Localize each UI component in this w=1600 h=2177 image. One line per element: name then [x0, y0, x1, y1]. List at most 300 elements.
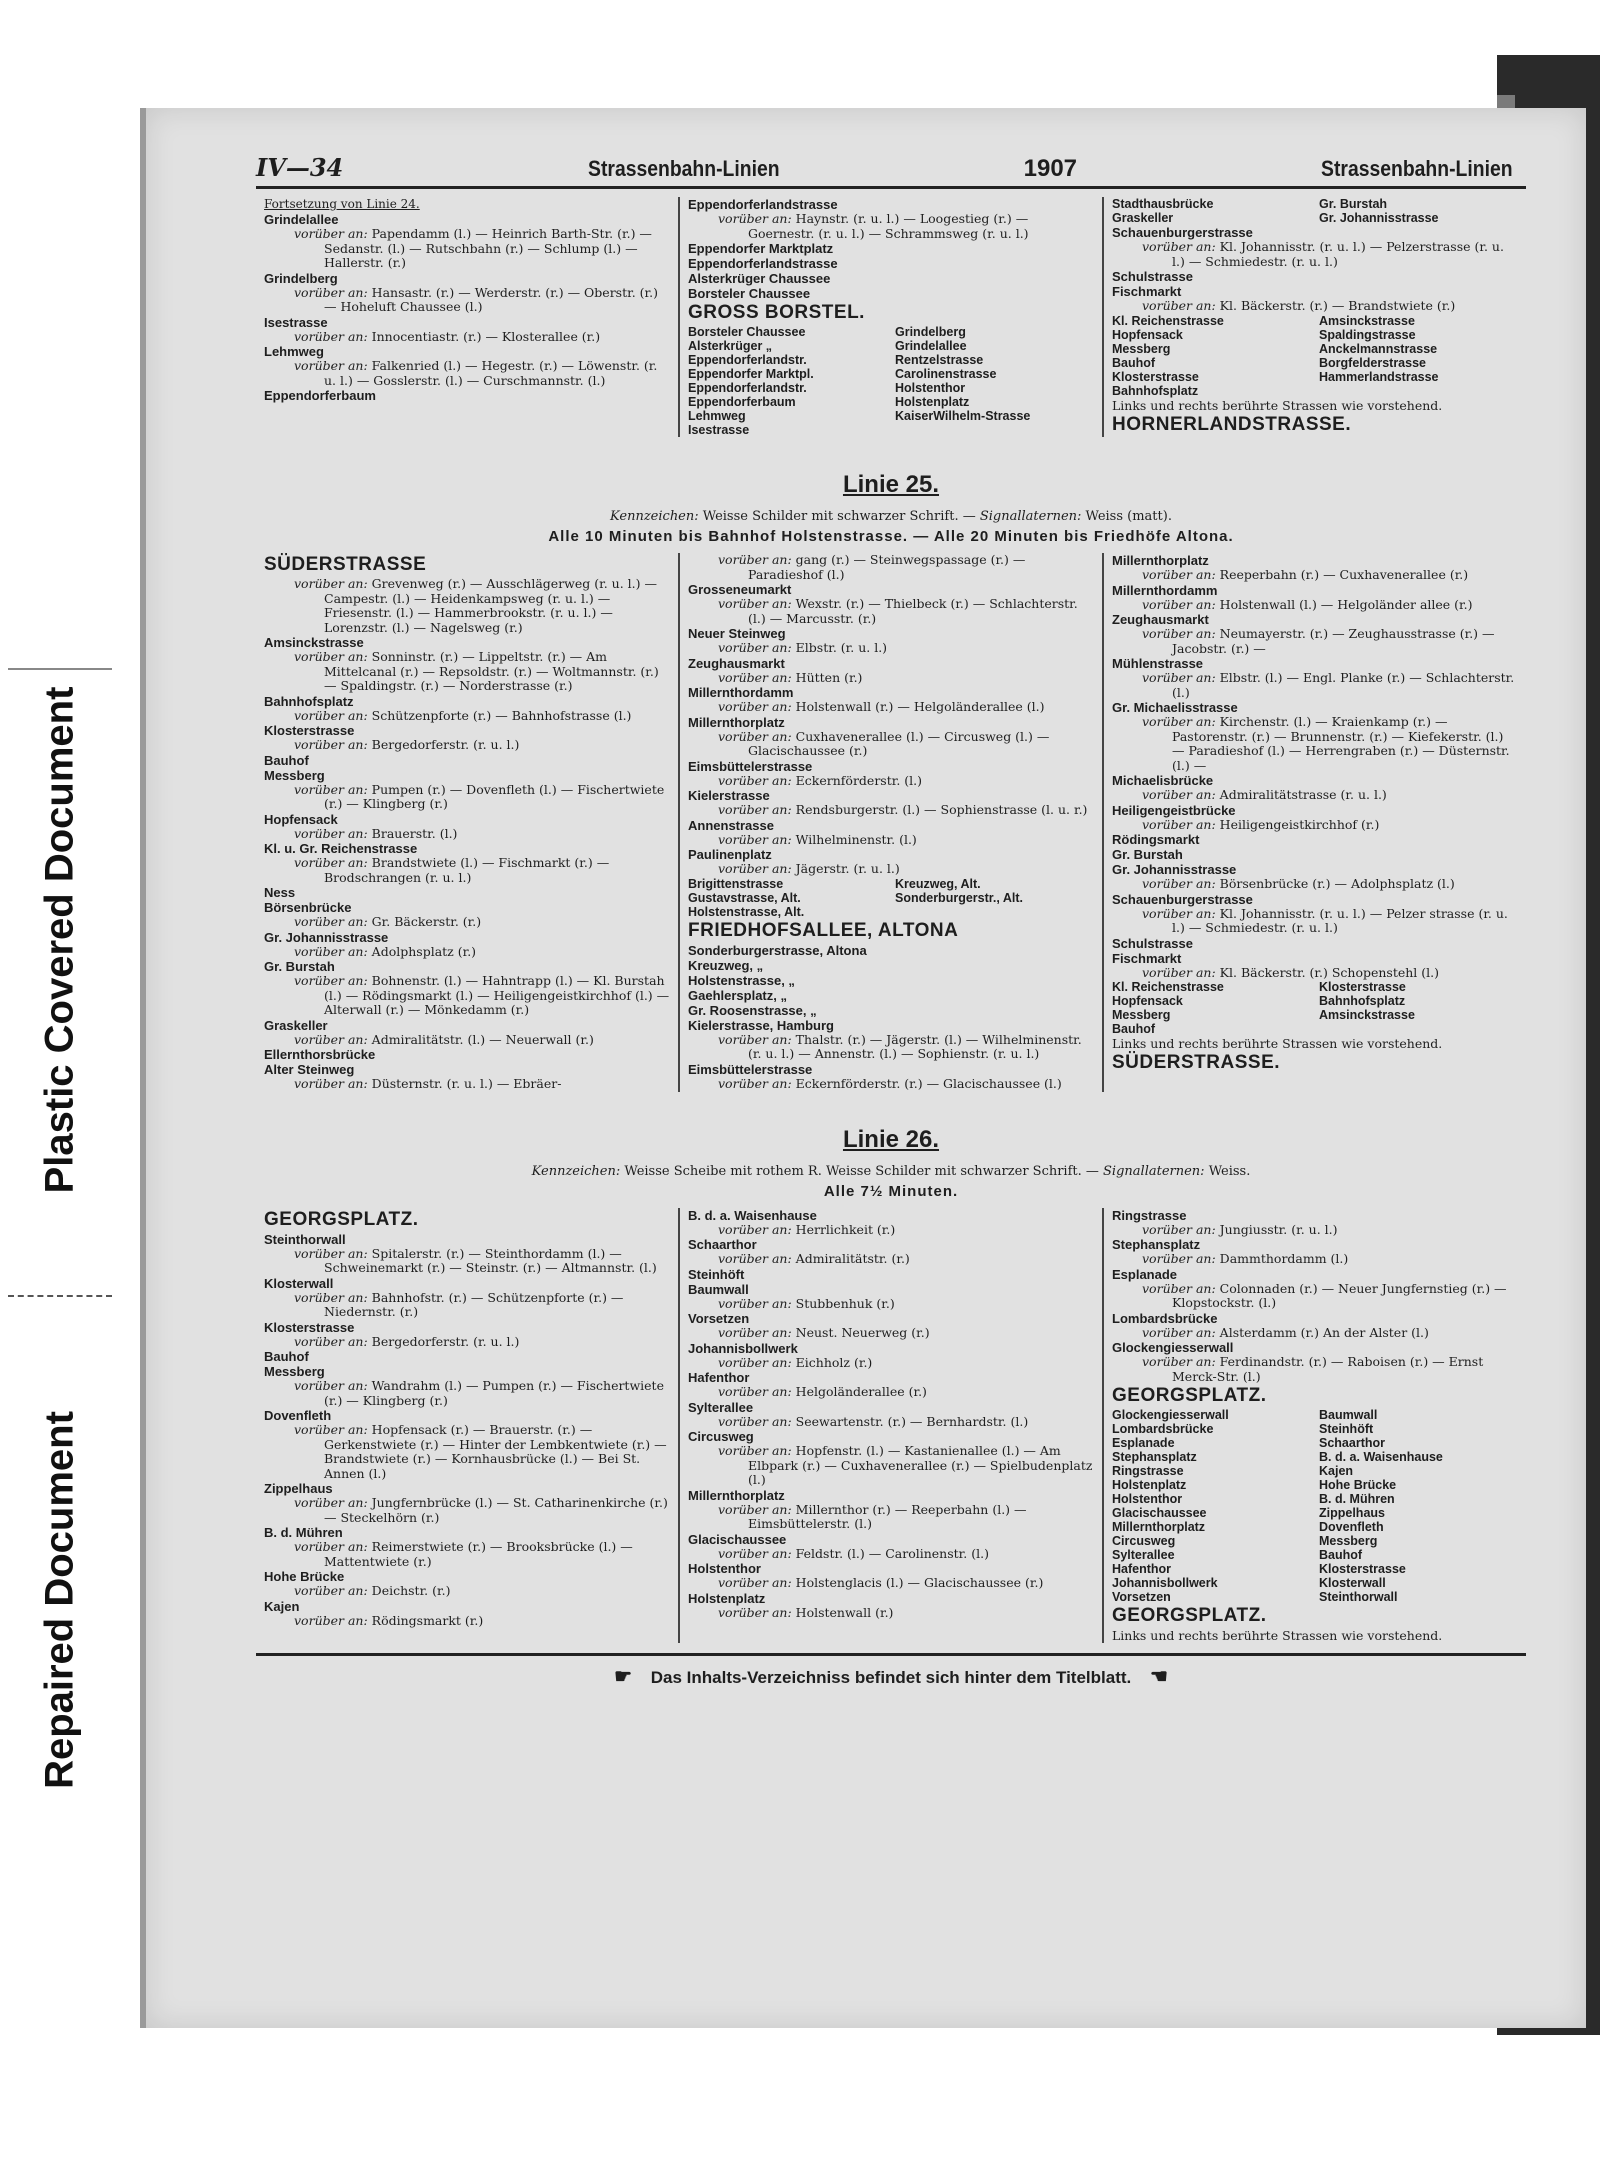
station-name: Messberg — [264, 1364, 325, 1379]
station-name: Johannisbollwerk — [1112, 1576, 1218, 1590]
via-label: vorüber an: — [1142, 1324, 1216, 1340]
cross-streets-text: Haynstr. (r. u. l.) — Loogestieg (r.) — Goernestr. (r. u. l.) — Schrammsweg (r. u. l.) — [748, 211, 1029, 241]
station-name: Grindelallee — [264, 212, 339, 227]
cross-streets-text: Stubbenhuk (r.) — [795, 1295, 895, 1311]
via-label: vorüber an: — [1142, 1354, 1216, 1369]
cross-streets — [688, 1385, 1094, 1400]
via-label: vorüber an: — [294, 226, 368, 241]
cross-streets-text: Neumayerstr. (r.) — Zeughausstrasse (r.) — Jacobstr. (r.) — — [1172, 626, 1495, 656]
via-label: vorüber an: — [294, 1245, 368, 1261]
via-label: vorüber an: — [294, 914, 368, 929]
cross-streets — [688, 1297, 1094, 1312]
via-label: vorüber an: — [1142, 816, 1216, 832]
linie-26-section — [256, 1126, 1526, 1644]
cross-streets-text: Jägerstr. (r. u. l.) — [795, 861, 900, 876]
station-name: Hafenthor — [1112, 1562, 1172, 1576]
linie-25-section — [256, 471, 1526, 1092]
via-label: vorüber an: — [294, 576, 368, 591]
cross-streets — [1112, 299, 1518, 314]
cross-streets-text: Hopfensack (r.) — Brauerstr. (r.) — Gerkenstwiete (r.) — Hinter der Lembkentwiete (r.) — Brandstwiete (r.) — Kornhausbrücke (l.) — Bei St. Annen (l.) — [324, 1422, 667, 1481]
station-name: Gr. Burstah — [264, 959, 335, 974]
via-label: vorüber an: — [1142, 670, 1216, 685]
via-label: vorüber an: — [1142, 787, 1216, 802]
via-label: vorüber an: — [1142, 964, 1216, 980]
cross-streets — [264, 227, 670, 271]
station-name: Rödingsmarkt — [1112, 832, 1200, 847]
via-label: vorüber an: — [1142, 567, 1216, 582]
station-name: Steinthorwall — [1319, 1590, 1398, 1604]
cross-streets — [264, 1291, 670, 1320]
station-name: Johannisbollwerk — [688, 1340, 798, 1356]
cross-streets — [1112, 907, 1518, 936]
station-name: Millernthordamm — [1112, 582, 1218, 598]
cross-streets — [1112, 1282, 1518, 1311]
station-name: Bahnhofsplatz — [264, 693, 354, 709]
station-name: Sonderburgerstrasse, Altona — [688, 942, 867, 958]
station-name: Grindelberg — [895, 325, 966, 339]
cross-streets — [688, 1326, 1094, 1341]
cross-streets — [688, 671, 1094, 686]
station-name: Ringstrasse — [1112, 1207, 1187, 1223]
cross-streets-text: Holstenwall (l.) — Helgoländer allee (r.) — [1219, 596, 1473, 612]
station-name: Bauhof — [1112, 1022, 1156, 1036]
cross-streets — [688, 833, 1094, 848]
linie-25-identification — [256, 509, 1526, 524]
terminus-name: GEORGSPLATZ. — [264, 1208, 419, 1230]
signal-text: Weiss (matt). — [1085, 509, 1172, 524]
station-name: Zeughausmarkt — [688, 655, 785, 671]
cross-streets-text: Bergedorferstr. (r. u. l.) — [371, 1333, 520, 1349]
cross-streets — [264, 974, 670, 1018]
cross-streets-text: Jungfernbrücke (l.) — St. Catharinenkirche (r.) — Steckelhörn (r.) — [324, 1495, 668, 1525]
pointing-hand-right-icon: ☛ — [614, 1666, 632, 1688]
route-column — [1102, 1208, 1526, 1644]
cross-streets — [688, 1415, 1094, 1430]
station-name: B. d. a. Waisenhause — [1319, 1450, 1443, 1464]
station-name: Fischmarkt — [1112, 284, 1182, 299]
linie-26-title: Linie 26. — [842, 1125, 940, 1153]
station-name: Holstenstrasse, „ — [688, 972, 795, 988]
station-name: Steinthorwall — [264, 1231, 346, 1247]
via-label: vorüber an: — [718, 1251, 792, 1266]
station-name: Millernthorplatz — [1112, 553, 1209, 568]
cross-streets — [264, 1077, 670, 1092]
cross-streets — [688, 774, 1094, 789]
station-name: Holstenplatz — [895, 395, 970, 409]
cross-streets — [264, 738, 670, 753]
cross-streets — [688, 553, 1094, 582]
linie-26-columns — [256, 1208, 1526, 1644]
cross-streets-text: Neust. Neuerweg (r.) — [795, 1325, 930, 1340]
via-label: vorüber an: — [718, 211, 792, 226]
continuation-note: Fortsetzung von Linie 24. — [264, 197, 420, 211]
cross-streets — [1112, 715, 1518, 773]
via-label: vorüber an: — [1142, 1251, 1216, 1266]
cross-streets-text: Börsenbrücke (r.) — Adolphsplatz (l.) — [1219, 876, 1455, 891]
station-name: Heiligengeistbrücke — [1112, 802, 1236, 818]
via-label: vorüber an: — [1142, 876, 1216, 891]
cross-streets-text: Admiralitätstrasse (r. u. l.) — [1219, 787, 1387, 802]
station-name — [1319, 384, 1518, 398]
station-name: Eppendorferlandstrasse — [688, 256, 838, 271]
station-name — [895, 423, 1094, 437]
via-label: vorüber an: — [294, 1076, 368, 1091]
cross-streets-text: Eckernförderstr. (l.) — [795, 772, 923, 788]
cross-streets-text: Eckernförderstr. (r.) — Glacischaussee (l.) — [795, 1075, 1062, 1091]
cross-streets — [264, 286, 670, 315]
route-column — [256, 1208, 678, 1644]
linie-26-identification — [256, 1164, 1526, 1179]
cross-streets-text: Kl. Johannisstr. (r. u. l.) — Pelzer strasse (r. u. l.) — Schmiedestr. (r. u. l.) — [1172, 905, 1508, 935]
page-content — [256, 153, 1526, 1689]
cross-streets-text: Bahnhofstr. (r.) — Schützenpforte (r.) — Niedernstr. (r.) — [324, 1289, 624, 1319]
via-label: vorüber an: — [294, 328, 368, 344]
station-name: Klosterwall — [1319, 1576, 1386, 1590]
document-page — [140, 108, 1586, 2028]
station-name: Ellernthorsbrücke — [264, 1047, 376, 1062]
cross-streets — [1112, 1252, 1518, 1267]
station-name: Gr. Roosenstrasse, „ — [688, 1002, 817, 1018]
station-name: Circusweg — [1112, 1534, 1176, 1548]
station-name: Graskeller — [1112, 211, 1174, 225]
via-label: vorüber an: — [718, 772, 792, 788]
cross-streets-text: Hansastr. (r.) — Werderstr. (r.) — Oberstr. (r.) — Hoheluft Chaussee (l.) — [324, 284, 658, 314]
station-name: Michaelisbrücke — [1112, 773, 1214, 788]
cross-streets — [688, 641, 1094, 656]
cross-streets — [1112, 1326, 1518, 1341]
station-name: Alter Steinweg — [264, 1062, 355, 1077]
station-name: B. d. a. Waisenhause — [688, 1207, 817, 1223]
station-name: Alsterkrüger Chaussee — [688, 271, 831, 286]
cross-streets-text: Helgoländerallee (r.) — [795, 1384, 927, 1399]
station-name: Isestrasse — [688, 423, 750, 437]
station-name: Messberg — [264, 767, 325, 783]
station-list — [1112, 197, 1518, 225]
station-name: Borsteler Chaussee — [688, 286, 811, 301]
station-name: Kreuzweg, Alt. — [895, 876, 981, 891]
via-label: vorüber an: — [294, 855, 368, 870]
cross-streets — [1112, 671, 1518, 700]
station-name: Kajen — [264, 1598, 300, 1614]
station-name: Eimsbüttelerstrasse — [688, 1061, 813, 1077]
station-name: Hopfensack — [1112, 994, 1183, 1008]
station-name: Millernthorplatz — [688, 714, 785, 730]
kennzeichen-label: Kennzeichen: — [531, 1163, 621, 1179]
station-name: Messberg — [1112, 1008, 1171, 1022]
station-name — [895, 905, 1094, 919]
via-label: vorüber an: — [718, 640, 792, 655]
signal-label: Signallaternen: — [979, 509, 1082, 524]
section-title — [256, 471, 1526, 499]
station-name: KaiserWilhelm-Strasse — [895, 409, 1031, 423]
via-label: vorüber an: — [1142, 596, 1216, 612]
route-column — [678, 553, 1102, 1092]
station-name: Esplanade — [1112, 1436, 1175, 1450]
route-note: Links und rechts berührte Strassen wie vorstehend. — [1112, 1628, 1443, 1643]
route-column — [256, 197, 678, 437]
station-name: Brigittenstrasse — [688, 876, 784, 891]
station-name: Mühlenstrasse — [1112, 656, 1204, 671]
station-name: Holstenthor — [1112, 1492, 1183, 1506]
cross-streets — [1112, 788, 1518, 803]
cross-streets — [688, 597, 1094, 626]
footer-note — [256, 1653, 1526, 1689]
station-name: Gr. Burstah — [1319, 197, 1388, 211]
station-name: Steinhöft — [1319, 1422, 1374, 1436]
footer-text: Das Inhalts-Verzeichniss befindet sich hinter dem Titelblatt. — [650, 1668, 1132, 1687]
terminus-name: GEORGSPLATZ. — [1112, 1385, 1267, 1406]
station-list — [1112, 1408, 1518, 1604]
cross-streets — [688, 1606, 1094, 1621]
cross-streets — [264, 915, 670, 930]
cross-streets — [1112, 568, 1518, 583]
terminus-name: SÜDERSTRASSE — [264, 554, 427, 575]
station-name: Millernthordamm — [688, 685, 794, 700]
side-divider — [8, 668, 112, 670]
station-name: Amsinckstrasse — [1319, 1008, 1415, 1022]
station-name: Neuer Steinweg — [688, 626, 786, 641]
terminus-name: GEORGSPLATZ. — [1112, 1605, 1267, 1626]
station-name: Vorsetzen — [1112, 1590, 1171, 1604]
cross-streets — [264, 650, 670, 694]
station-name: Millernthorplatz — [1112, 1520, 1206, 1534]
via-label: vorüber an: — [294, 1031, 368, 1047]
cross-streets-text: Holstenwall (r.) — Helgoländerallee (l.) — [795, 699, 1045, 714]
side-labels — [0, 0, 120, 2177]
cross-streets-text: Düsternstr. (r. u. l.) — Ebräer- — [371, 1076, 562, 1091]
via-label: vorüber an: — [294, 943, 368, 959]
cross-streets — [1112, 598, 1518, 613]
cross-streets-text: Holstenwall (r.) — [795, 1604, 894, 1620]
terminus-name: SÜDERSTRASSE. — [1112, 1052, 1281, 1073]
cross-streets — [688, 1356, 1094, 1371]
station-name: Hohe Brücke — [264, 1569, 345, 1584]
via-label: vorüber an: — [718, 1413, 792, 1429]
side-label-plastic-covered: Plastic Covered Document — [37, 686, 82, 1194]
station-name: Gr. Johannisstrasse — [264, 929, 389, 945]
cross-streets-text: Kirchenstr. (l.) — Kraienkamp (r.) — Pastorenstr. (r.) — Brunnenstr. (r.) — Kiefekerstr. (l.) — Paradieshof (l.) — Herrengraben (r.) — Düsternstr. (l.) — — [1172, 714, 1510, 773]
kennzeichen-label: Kennzeichen: — [610, 509, 699, 524]
station-name: Lehmweg — [688, 409, 746, 423]
station-name: Graskeller — [264, 1017, 328, 1033]
cross-streets — [688, 700, 1094, 715]
cross-streets-text: Heiligengeistkirchhof (r.) — [1219, 816, 1380, 832]
cross-streets-text: Rendsburgerstr. (l.) — Sophienstrasse (l. u. r.) — [795, 802, 1088, 817]
via-label: vorüber an: — [294, 707, 368, 723]
cross-streets-text: Papendamm (l.) — Heinrich Barth-Str. (r.) — Sedanstr. (l.) — Rutschbahn (r.) — Schlump (l.) — Hallerstr. (r.) — [324, 226, 652, 270]
linie-25-title: Linie 25. — [842, 471, 940, 498]
station-name: Paulinenplatz — [688, 847, 772, 862]
station-name: Hammerlandstrasse — [1319, 369, 1439, 384]
via-label: vorüber an: — [294, 284, 368, 300]
station-name: Glockengiesserwall — [1112, 1340, 1234, 1355]
cross-streets-text: Sonninstr. (r.) — Lippeltstr. (r.) — Am Mittelcanal (r.) — Repsoldstr. (r.) — Woltmannstr. (r.) — Spaldingstr. (r.) — Norderstrasse (r.) — [324, 649, 659, 693]
station-name: Borsteler Chaussee — [688, 325, 806, 339]
page-number: IV—34 — [256, 153, 344, 182]
station-name: Messberg — [1319, 1534, 1378, 1548]
cross-streets-text: Ferdinandstr. (r.) — Raboisen (r.) — Ernst Merck-Str. (l.) — [1172, 1354, 1484, 1384]
station-name: Eppendorferbaum — [264, 388, 376, 403]
station-name: Hohe Brücke — [1319, 1478, 1397, 1492]
station-name: Holstenthor — [895, 381, 966, 395]
cross-streets-text: Kl. Bäckerstr. (r.) Schopenstehl (l.) — [1219, 964, 1440, 980]
station-name: Eppendorferlandstr. — [688, 381, 807, 395]
station-name: Klosterstrasse — [1319, 1562, 1406, 1576]
station-name: Esplanade — [1112, 1266, 1178, 1282]
station-name: Lombardsbrücke — [1112, 1422, 1214, 1436]
side-label-repaired: Repaired Document — [37, 1411, 82, 1789]
station-name: Zeughausmarkt — [1112, 612, 1209, 627]
station-name: Baumwall — [688, 1281, 749, 1297]
cross-streets — [688, 730, 1094, 759]
cross-streets-text: gang (r.) — Steinwegspassage (r.) — Paradieshof (l.) — [748, 552, 1026, 582]
route-column — [1102, 197, 1526, 437]
cross-streets-text: Dammthordamm (l.) — [1219, 1251, 1349, 1266]
station-name: Holstenplatz — [1112, 1478, 1187, 1492]
cross-streets-text: Holstenglacis (l.) — Glacischaussee (r.) — [795, 1575, 1044, 1590]
station-name: Glockengiesserwall — [1112, 1408, 1229, 1422]
station-name: Gr. Johannisstrasse — [1319, 211, 1439, 225]
via-label: vorüber an: — [718, 552, 792, 567]
linie-25-columns — [256, 553, 1526, 1092]
station-name: Klosterstrasse — [1112, 369, 1199, 384]
cross-streets-text: Falkenried (l.) — Hegestr. (r.) — Löwenstr. (r. u. l.) — Gosslerstr. (l.) — Curschmannstr. (l.) — [324, 358, 658, 388]
via-label: vorüber an: — [718, 1031, 792, 1047]
station-name: Circusweg — [688, 1429, 754, 1444]
via-label: vorüber an: — [718, 1545, 792, 1561]
cross-streets — [264, 1335, 670, 1350]
station-name: Bauhof — [1319, 1548, 1363, 1562]
via-label: vorüber an: — [1142, 626, 1216, 641]
cross-streets-text: Brandstwiete (l.) — Fischmarkt (r.) — Brodschrangen (r. u. l.) — [324, 855, 610, 885]
via-label: vorüber an: — [294, 1378, 368, 1393]
station-name: Schauenburgerstrasse — [1112, 225, 1253, 240]
cross-streets — [264, 1540, 670, 1569]
header-title-left: Strassenbahn-Linien — [587, 156, 780, 181]
via-label: vorüber an: — [718, 1575, 792, 1590]
station-name: Baumwall — [1319, 1408, 1378, 1422]
cross-streets — [264, 1496, 670, 1525]
station-name: Gr. Burstah — [1112, 847, 1183, 862]
cross-streets-text: Wilhelminenstr. (l.) — [795, 831, 917, 847]
station-name: Anckelmannstrasse — [1319, 341, 1438, 356]
cross-streets — [264, 1614, 670, 1629]
route-note: Links und rechts berührte Strassen wie vorstehend. — [1112, 1036, 1443, 1051]
header-year: 1907 — [1023, 155, 1078, 182]
cross-streets — [1112, 877, 1518, 892]
station-name: Dovenfleth — [264, 1408, 332, 1423]
side-separator — [8, 1295, 112, 1297]
station-name: Grosseneumarkt — [688, 582, 792, 597]
station-name: Klosterstrasse — [264, 723, 355, 738]
cross-streets — [688, 1077, 1094, 1092]
cross-streets-text: Brauerstr. (l.) — [371, 825, 458, 841]
cross-streets-text: Millernthor (r.) — Reeperbahn (l.) — Eimsbüttelerstr. (l.) — [748, 1501, 1027, 1531]
via-label: vorüber an: — [718, 1295, 792, 1311]
cross-streets-text: Hütten (r.) — [795, 669, 863, 685]
cross-streets — [264, 827, 670, 842]
cross-streets — [1112, 818, 1518, 833]
station-list — [1112, 980, 1518, 1036]
via-label: vorüber an: — [294, 737, 368, 752]
via-label: vorüber an: — [718, 1221, 792, 1237]
via-label: vorüber an: — [718, 1604, 792, 1620]
station-name: Bauhof — [264, 1349, 309, 1364]
cross-streets-text: Kl. Bäckerstr. (r.) — Brandstwiete (r.) — [1219, 298, 1456, 313]
cross-streets-text: Eichholz (r.) — [795, 1354, 873, 1370]
via-label: vorüber an: — [294, 781, 368, 797]
via-label: vorüber an: — [718, 699, 792, 714]
via-label: vorüber an: — [718, 596, 792, 611]
station-name: Hopfensack — [1112, 327, 1183, 342]
via-label: vorüber an: — [718, 669, 792, 685]
cross-streets-text: Colonnaden (r.) — Neuer Jungfernstieg (r.) — Klopstockstr. (l.) — [1172, 1280, 1507, 1310]
cross-streets-text: Bohnenstr. (l.) — Hahntrapp (l.) — Kl. Burstah (l.) — Rödingsmarkt (l.) — Heiligengeistkirchhof (l.) — Alterwall (r.) — Mönkedamm (r.) — [324, 973, 670, 1017]
cross-streets — [688, 1444, 1094, 1488]
station-name: Stephansplatz — [1112, 1450, 1197, 1464]
route-column — [256, 553, 678, 1092]
via-label: vorüber an: — [294, 1539, 368, 1554]
cross-streets — [688, 1223, 1094, 1238]
cross-streets — [688, 212, 1094, 241]
station-name: Kl. Reichenstrasse — [1112, 313, 1224, 328]
station-name: Hafenthor — [688, 1370, 750, 1385]
via-label: vorüber an: — [1142, 714, 1216, 729]
cross-streets-text: Innocentiastr. (r.) — Klosterallee (r.) — [371, 328, 601, 344]
section-title — [256, 1126, 1526, 1154]
cross-streets-text: Elbstr. (l.) — Engl. Planke (r.) — Schlachterstr. (l.) — [1172, 670, 1515, 700]
via-label: vorüber an: — [294, 1583, 368, 1598]
station-list — [688, 877, 1094, 919]
via-label: vorüber an: — [294, 1422, 368, 1437]
station-name: B. d. Mühren — [264, 1525, 343, 1540]
via-label: vorüber an: — [718, 1384, 792, 1399]
route-note: Links und rechts berührte Strassen wie vorstehend. — [1112, 397, 1443, 413]
station-name: Annenstrasse — [688, 817, 774, 833]
cross-streets-text: Reeperbahn (r.) — Cuxhavenerallee (r.) — [1219, 567, 1469, 582]
station-name: Kreuzweg, „ — [688, 957, 764, 973]
cross-streets-text: Kl. Johannisstr. (r. u. l.) — Pelzerstrasse (r. u. l.) — Schmiedestr. (r. u. l.) — [1172, 239, 1504, 269]
cross-streets — [264, 330, 670, 345]
station-name: Gr. Johannisstrasse — [1112, 862, 1237, 877]
station-name: Bahnhofsplatz — [1319, 994, 1406, 1008]
station-name: Millernthorplatz — [688, 1487, 785, 1503]
station-name: Schaarthor — [1319, 1436, 1385, 1450]
kennzeichen-text: Weisse Schilder mit schwarzer Schrift. — — [702, 509, 976, 524]
via-label: vorüber an: — [718, 1075, 792, 1091]
cross-streets — [264, 1033, 670, 1048]
cross-streets — [688, 1547, 1094, 1562]
cross-streets — [1112, 1355, 1518, 1384]
via-label: vorüber an: — [294, 825, 368, 841]
station-name: Eppendorfer Marktplatz — [688, 241, 834, 256]
station-name: Messberg — [1112, 341, 1171, 356]
cross-streets-text: Jungiusstr. (r. u. l.) — [1219, 1221, 1338, 1237]
station-name: Stephansplatz — [1112, 1237, 1201, 1252]
station-name: Grindelberg — [264, 270, 338, 286]
cross-streets — [264, 1423, 670, 1481]
kennzeichen-text: Weisse Scheibe mit rothem R. Weisse Schilder mit schwarzer Schrift. — — [624, 1163, 1099, 1179]
station-name: Stadthausbrücke — [1112, 197, 1214, 211]
station-name: Sylterallee — [1112, 1548, 1175, 1562]
station-name: Holstenplatz — [688, 1590, 766, 1606]
via-label: vorüber an: — [718, 1354, 792, 1370]
station-name — [1319, 1022, 1518, 1036]
cross-streets — [688, 1503, 1094, 1532]
cross-streets-text: Feldstr. (l.) — Carolinenstr. (l.) — [795, 1545, 989, 1561]
station-name: Ringstrasse — [1112, 1464, 1184, 1478]
cross-streets-text: Adolphsplatz (r.) — [371, 943, 477, 959]
